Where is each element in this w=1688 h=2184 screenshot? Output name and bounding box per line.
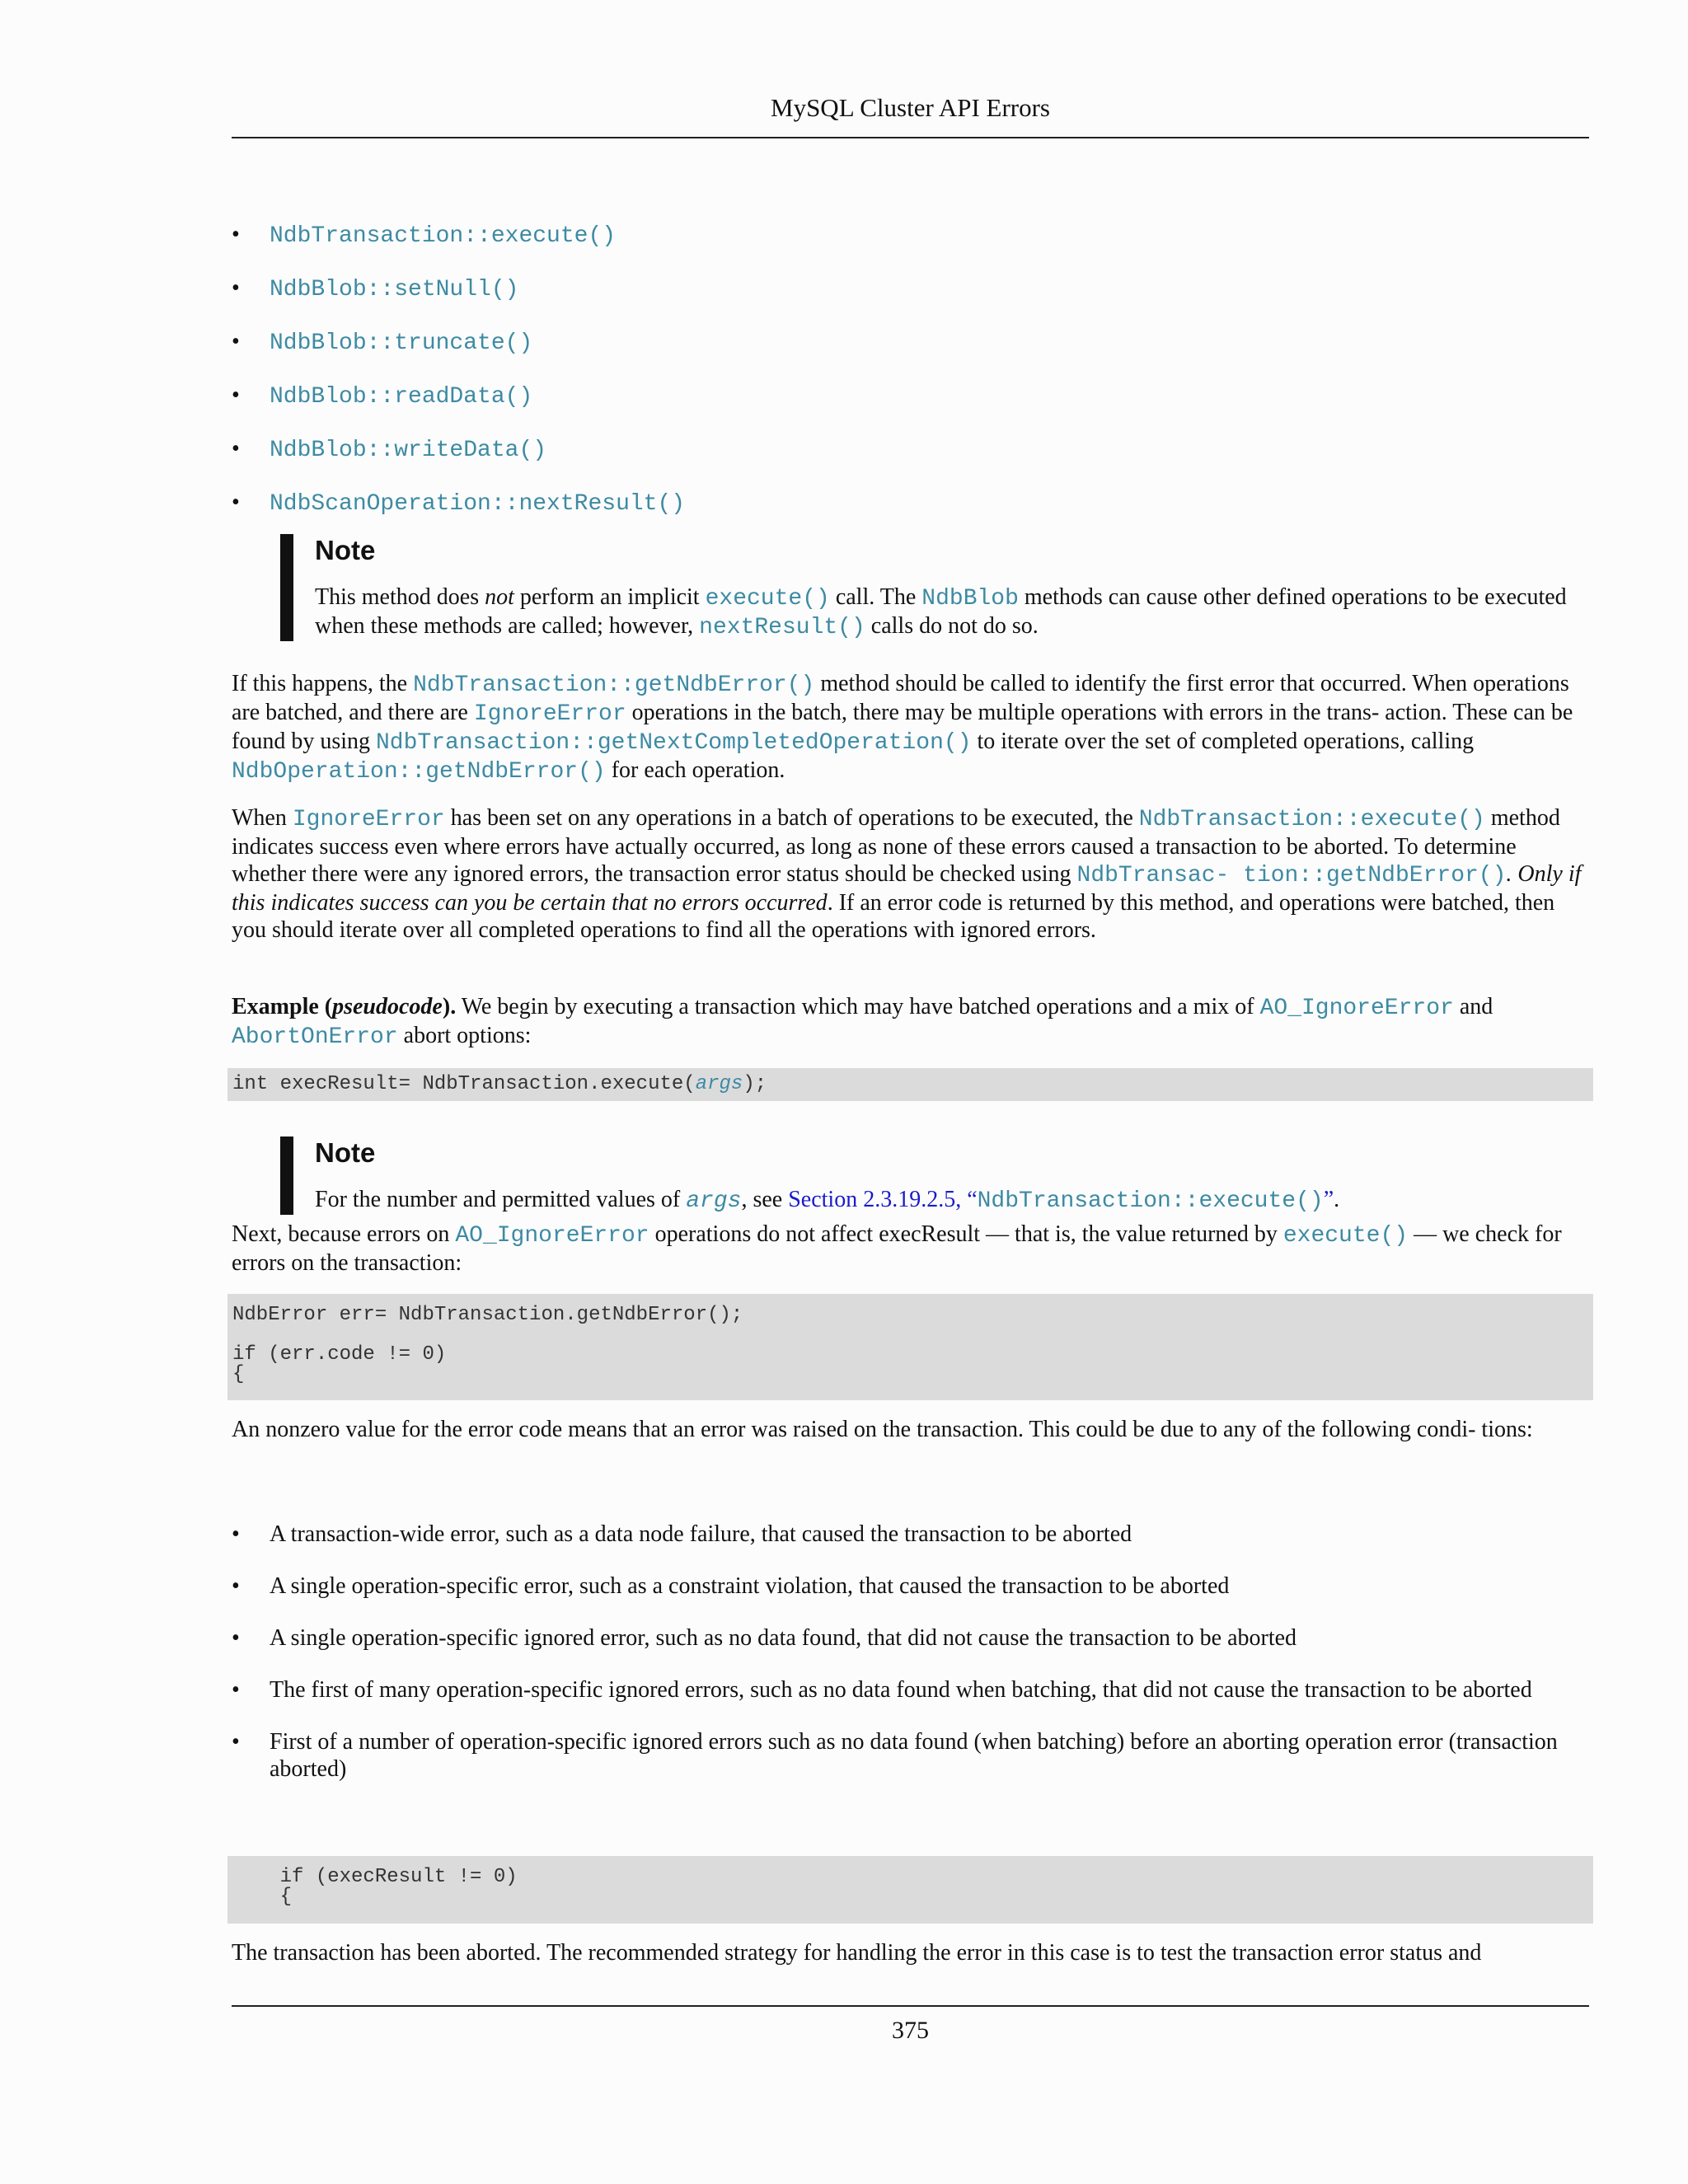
code-link[interactable]: execute() — [1282, 1223, 1409, 1249]
code-link[interactable]: AO_IgnoreError — [455, 1223, 649, 1249]
list-item: • The first of many operation-specific ignored errors, such as no data found when batching, that did not cause the transaction to be aborted — [232, 1677, 1532, 1703]
bullet-glyph: • — [232, 275, 240, 301]
method-list — [232, 221, 1589, 518]
section-link[interactable]: Section 2.3.19.2.5, “NdbTransaction::execute()” — [788, 1187, 1334, 1214]
page-header: MySQL Cluster API Errors — [771, 93, 1050, 122]
bullet-glyph: • — [232, 1729, 240, 1755]
code-block-execresult: if (execResult != 0) { — [227, 1856, 1593, 1924]
page-number: 375 — [892, 2017, 929, 2044]
header-rule — [232, 137, 1589, 138]
bullet-glyph: • — [232, 1677, 240, 1703]
note-box — [280, 1137, 1574, 1215]
list-item — [232, 221, 1589, 250]
note-title: Note — [315, 1137, 376, 1168]
code-link[interactable]: AO_IgnoreError — [1259, 996, 1454, 1021]
list-item — [232, 328, 1589, 357]
paragraph-aborted: The transaction has been aborted. The recommended strategy for handling the error in this case is to test the transaction error status and — [232, 1940, 1482, 1966]
paragraph-error-handling: If this happens, the NdbTransaction::getNdbError() method should be called to identify the first error that occurred. When operations are batched, and there are IgnoreError operations in the batch, there may be multiple operations with errors in the trans- action. These can be found by using NdbTransaction::getNextCompletedOperation() to iterate over the set of completed operations, calling NdbOperation::getNdbError() for each operation. — [232, 671, 1573, 785]
method-link[interactable]: NdbBlob::readData() — [270, 384, 533, 410]
code-block-geterror: NdbError err= NdbTransaction.getNdbError(); if (err.code != 0) { — [227, 1294, 1593, 1400]
condition-list — [232, 1521, 1589, 1783]
paragraph-next: Next, because errors on AO_IgnoreError operations do not affect execResult — that is, the value returned by execute() — we check for errors on the transaction: — [232, 1221, 1562, 1276]
method-link[interactable]: NdbTransaction::execute() — [270, 223, 617, 249]
note-box — [280, 534, 1574, 641]
list-item — [232, 274, 1589, 303]
list-item: • A single operation-specific error, such as a constraint violation, that caused the transaction to be aborted — [232, 1573, 1230, 1599]
bullet-glyph: • — [232, 329, 240, 354]
note-body: For the number and permitted values of args, see Section 2.3.19.2.5, “NdbTransaction::execute()”. — [315, 1187, 1340, 1214]
code-link[interactable]: AbortOnError — [232, 1024, 398, 1050]
code-ndbblob[interactable]: NdbBlob — [921, 586, 1019, 612]
note-body: This method does not perform an implicit execute() call. The NdbBlob methods can cause other defined operations to be executed when these methods are called; however, nextResult() calls do not do so. — [315, 584, 1567, 640]
code-link[interactable]: NdbTransaction::getNextCompletedOperation() — [376, 730, 972, 756]
method-link[interactable]: NdbBlob::setNull() — [270, 277, 519, 302]
list-item: • A single operation-specific ignored error, such as no data found, that did not cause the transaction to be aborted — [232, 1625, 1297, 1651]
bullet-glyph: • — [232, 1573, 240, 1599]
bullet-glyph: • — [232, 1521, 240, 1547]
bullet-glyph: • — [232, 490, 240, 515]
code-link[interactable]: NdbOperation::getNdbError() — [232, 759, 606, 785]
list-item — [232, 435, 1589, 464]
code-link[interactable]: NdbTransac- tion::getNdbError() — [1076, 863, 1507, 888]
bullet-glyph: • — [232, 1625, 240, 1651]
list-item: • A transaction-wide error, such as a data node failure, that caused the transaction to be aborted — [232, 1521, 1132, 1547]
bullet-glyph: • — [232, 222, 240, 247]
code-arg: args — [695, 1073, 743, 1095]
paragraph-example: Example (pseudocode). We begin by executing a transaction which may have batched operations and a mix of AO_IgnoreError and AbortOnError abort options: — [232, 994, 1493, 1050]
code-arg: args — [686, 1188, 742, 1214]
code-execute[interactable]: execute() — [705, 586, 830, 612]
code-link[interactable]: IgnoreError — [292, 807, 445, 832]
method-link[interactable]: NdbBlob::truncate() — [270, 330, 533, 356]
paragraph-ignore-error: When IgnoreError has been set on any operations in a batch of operations to be executed, the NdbTransaction::execute() method indicates success even where errors have actually occurred, as long as none of these errors caused a transaction to be aborted. To determine whether there were any ignored errors, the transaction error status should be checked using NdbTransac- tion::getNdbError(). Only if this indicates success can you be certain that no errors occurred. If an error code is returned by this method, and operations were batched, then you should iterate over all completed operations to find all the operations with ignored errors. — [232, 805, 1582, 943]
code-link[interactable]: NdbTransaction::execute() — [1138, 807, 1485, 832]
bullet-glyph: • — [232, 436, 240, 462]
code-link[interactable]: NdbTransaction::getNdbError() — [413, 673, 815, 698]
list-item — [232, 382, 1589, 410]
code-link[interactable]: IgnoreError — [473, 701, 626, 727]
footer-rule — [232, 2005, 1589, 2007]
list-item: • First of a number of operation-specific ignored errors such as no data found (when batching) before an aborting operation error (transaction aborted) — [232, 1729, 1558, 1782]
paragraph-nonzero: An nonzero value for the error code means that an error was raised on the transaction. This could be due to any of the following condi- tions: — [232, 1417, 1533, 1442]
list-item — [232, 489, 1589, 518]
bullet-glyph: • — [232, 382, 240, 408]
method-link[interactable]: NdbScanOperation::nextResult() — [270, 491, 686, 517]
code-nextresult[interactable]: nextResult() — [699, 615, 865, 640]
note-title: Note — [315, 535, 376, 565]
method-link[interactable]: NdbBlob::writeData() — [270, 438, 547, 463]
code-block-execute: int execResult= NdbTransaction.execute(args); — [227, 1068, 1593, 1101]
